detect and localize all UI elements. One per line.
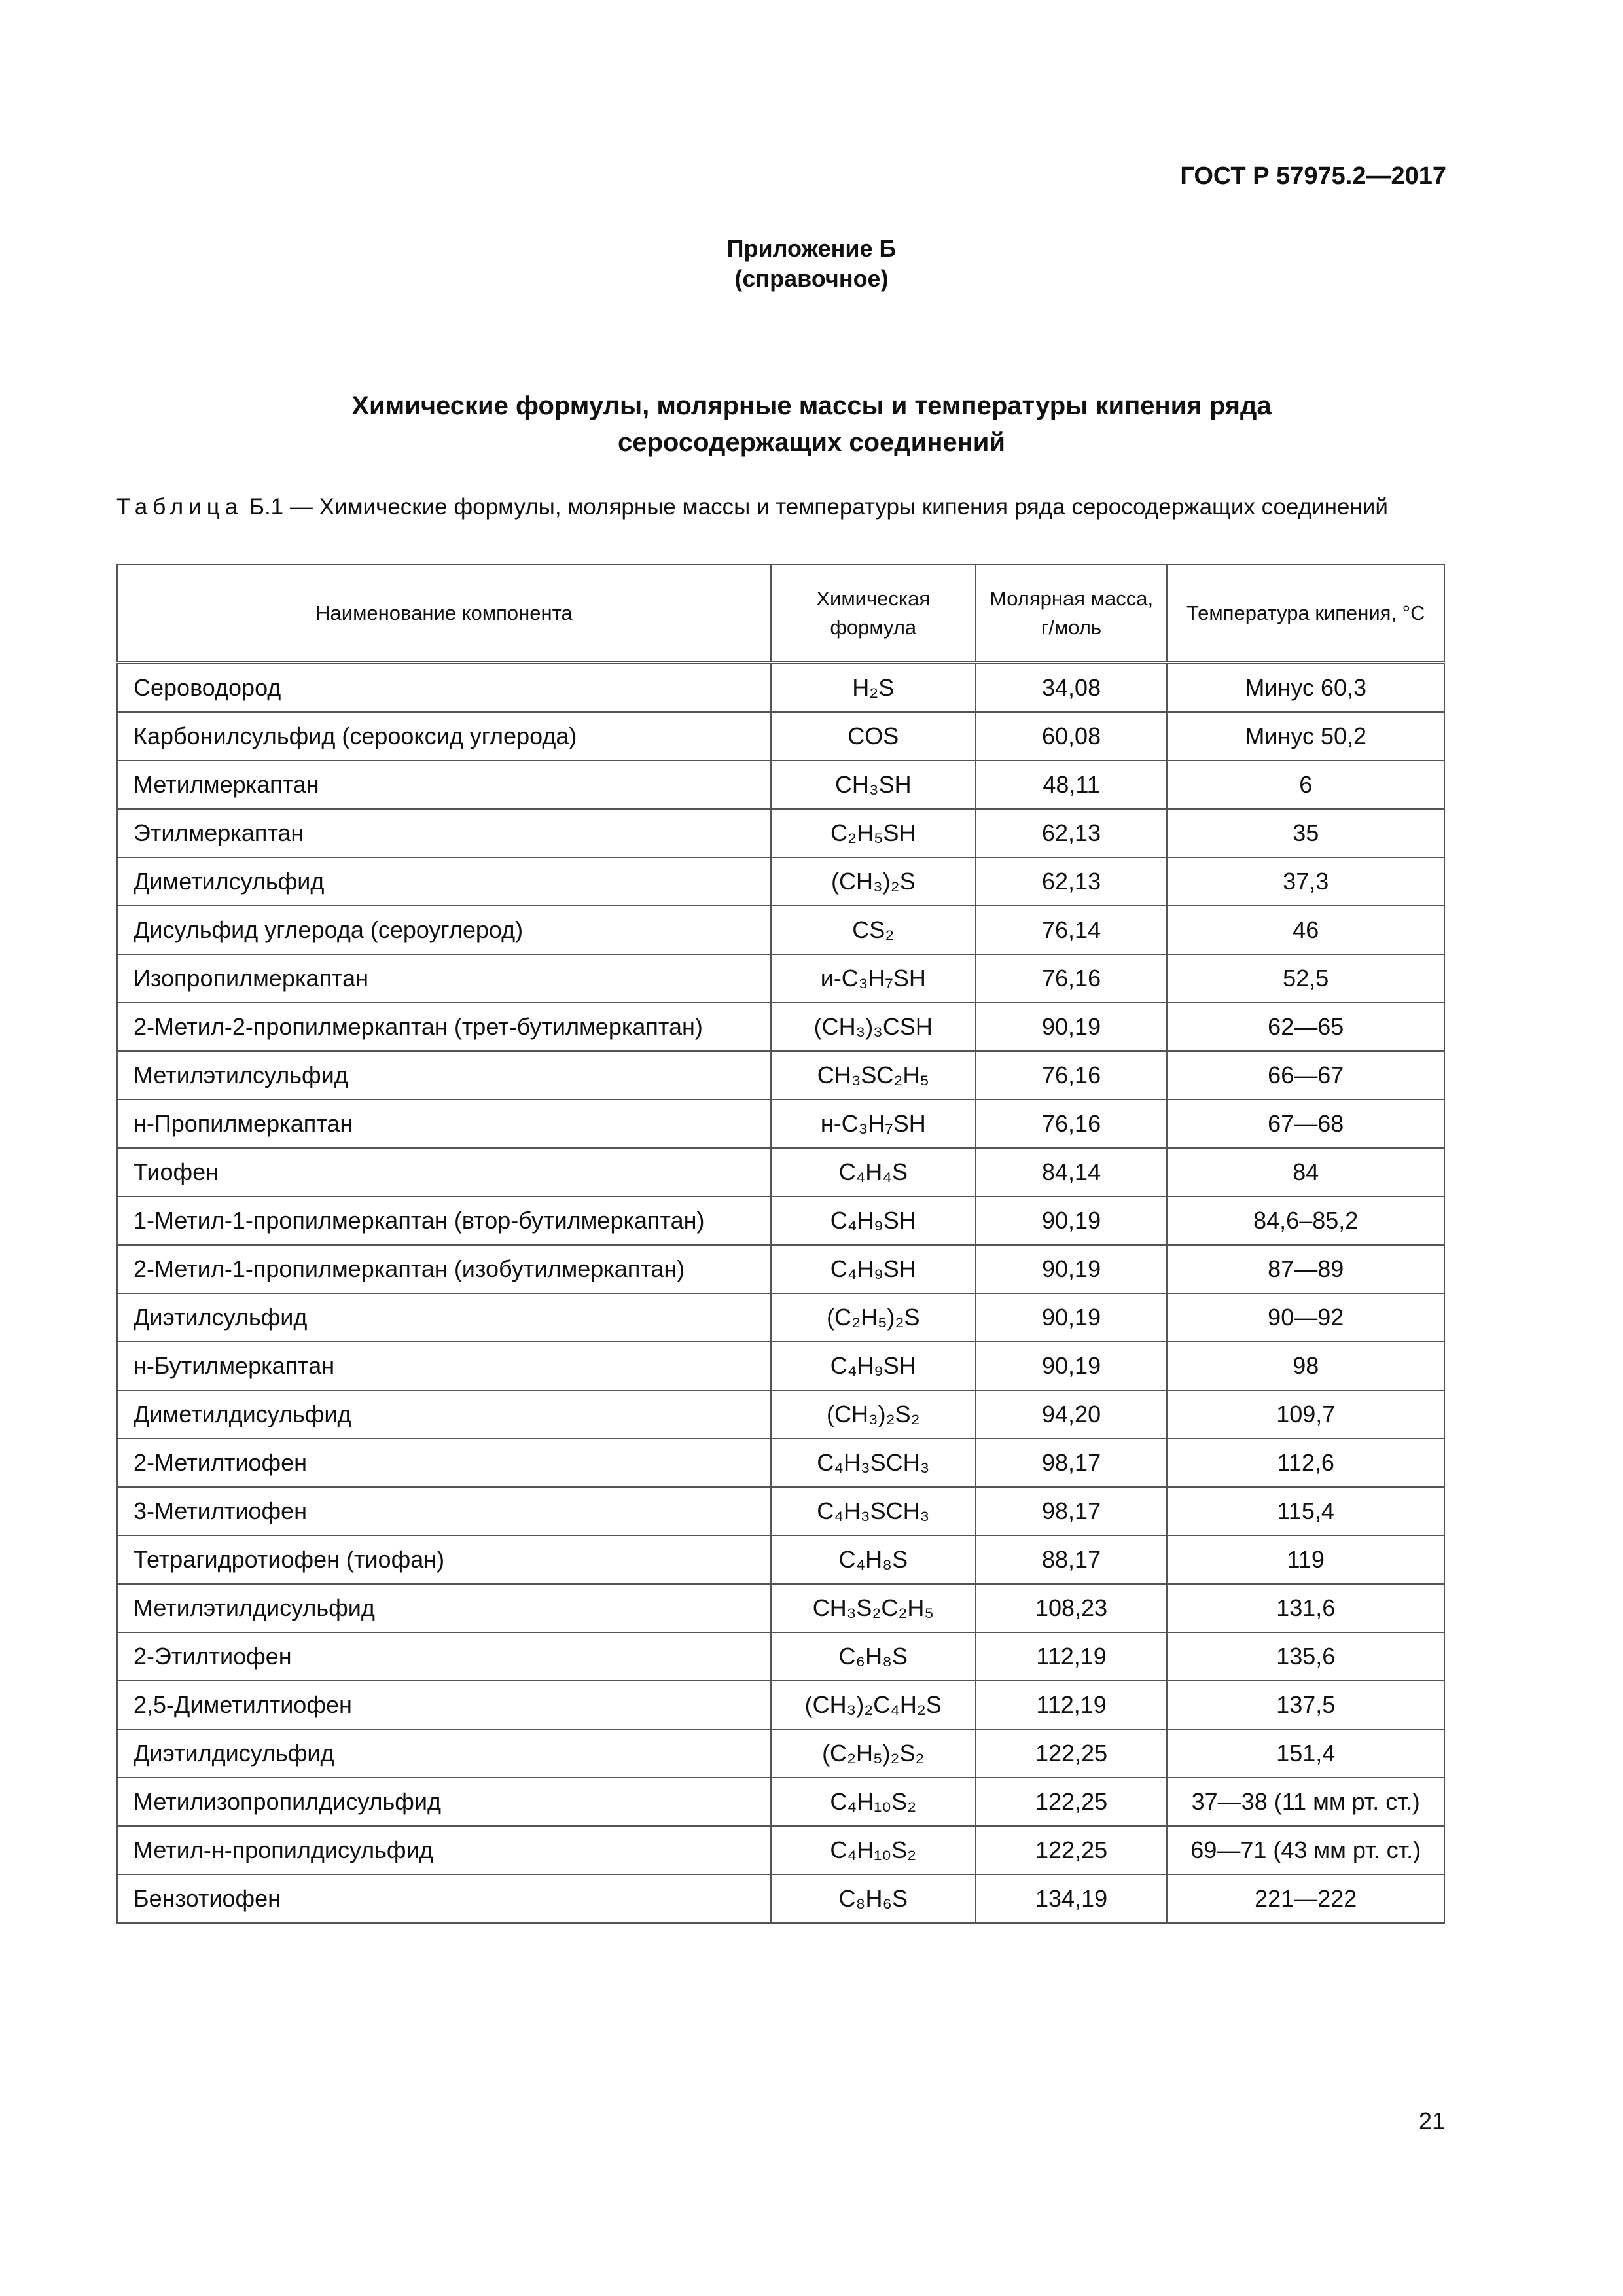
boiling-point-cell: 115,4 bbox=[1167, 1487, 1444, 1535]
formula-cell: CH₃S₂C₂H₅ bbox=[771, 1584, 976, 1632]
name-cell: Диметилсульфид bbox=[117, 857, 771, 906]
formula-cell: CH₃SC₂H₅ bbox=[771, 1051, 976, 1100]
mass-cell: 112,19 bbox=[976, 1632, 1168, 1681]
formula-cell: C₄H₉SH bbox=[771, 1342, 976, 1390]
mass-cell: 122,25 bbox=[976, 1778, 1168, 1826]
table-row bbox=[117, 1778, 1444, 1826]
boiling-point-cell: 84,6–85,2 bbox=[1167, 1196, 1444, 1245]
name-cell: Метилизопропилдисульфид bbox=[117, 1778, 771, 1826]
mass-cell: 134,19 bbox=[976, 1874, 1168, 1923]
table-caption-text: Б.1 — Химические формулы, молярные массы и температуры кипения ряда серосодержащих соединений bbox=[249, 494, 1388, 520]
mass-cell: 122,25 bbox=[976, 1826, 1168, 1874]
boiling-point-cell: 66—67 bbox=[1167, 1051, 1444, 1100]
mass-cell: 112,19 bbox=[976, 1681, 1168, 1729]
name-cell: 2-Этилтиофен bbox=[117, 1632, 771, 1681]
name-cell: Диметилдисульфид bbox=[117, 1390, 771, 1439]
table-row bbox=[117, 761, 1444, 809]
mass-cell: 76,16 bbox=[976, 1051, 1168, 1100]
table-row bbox=[117, 712, 1444, 761]
boiling-point-cell: 221—222 bbox=[1167, 1874, 1444, 1923]
header-boiling-point: Температура кипения, °С bbox=[1167, 565, 1444, 663]
name-cell: Этилмеркаптан bbox=[117, 809, 771, 857]
name-cell: Изопропилмеркаптан bbox=[117, 954, 771, 1003]
formula-cell: C₆H₈S bbox=[771, 1632, 976, 1681]
compounds-table bbox=[116, 564, 1445, 1924]
name-cell: Диэтилсульфид bbox=[117, 1293, 771, 1342]
mass-cell: 76,14 bbox=[976, 906, 1168, 954]
boiling-point-cell: 46 bbox=[1167, 906, 1444, 954]
table-row bbox=[117, 1874, 1444, 1923]
boiling-point-cell: Минус 60,3 bbox=[1167, 663, 1444, 713]
name-cell: Метилмеркаптан bbox=[117, 761, 771, 809]
name-cell: н-Бутилмеркаптан bbox=[117, 1342, 771, 1390]
mass-cell: 62,13 bbox=[976, 857, 1168, 906]
name-cell: Метилэтилдисульфид bbox=[117, 1584, 771, 1632]
page-title-line-2: серосодержащих соединений bbox=[618, 428, 1005, 457]
mass-cell: 98,17 bbox=[976, 1487, 1168, 1535]
boiling-point-cell: 69—71 (43 мм рт. ст.) bbox=[1167, 1826, 1444, 1874]
formula-cell: (CH₃)₃CSH bbox=[771, 1003, 976, 1051]
name-cell: Метил-н-пропилдисульфид bbox=[117, 1826, 771, 1874]
formula-cell: C₄H₈S bbox=[771, 1535, 976, 1584]
table-row bbox=[117, 857, 1444, 906]
name-cell: 1-Метил-1-пропилмеркаптан (втор-бутилмеркаптан) bbox=[117, 1196, 771, 1245]
mass-cell: 34,08 bbox=[976, 663, 1168, 713]
table-row bbox=[117, 1390, 1444, 1439]
formula-cell: (CH₃)₂S bbox=[771, 857, 976, 906]
name-cell: Сероводород bbox=[117, 663, 771, 713]
table-row bbox=[117, 1003, 1444, 1051]
page-title-line-1: Химические формулы, молярные массы и температуры кипения ряда bbox=[351, 391, 1272, 420]
formula-cell: C₈H₆S bbox=[771, 1874, 976, 1923]
appendix-heading bbox=[0, 234, 1623, 294]
mass-cell: 90,19 bbox=[976, 1196, 1168, 1245]
table-row bbox=[117, 1632, 1444, 1681]
name-cell: н-Пропилмеркаптан bbox=[117, 1100, 771, 1148]
table-row bbox=[117, 1535, 1444, 1584]
header-mass: Молярная масса, г/моль bbox=[976, 565, 1168, 663]
table-row bbox=[117, 1487, 1444, 1535]
page-number: 21 bbox=[1418, 2108, 1445, 2134]
boiling-point-cell: Минус 50,2 bbox=[1167, 712, 1444, 761]
formula-cell: C₂H₅SH bbox=[771, 809, 976, 857]
table-row bbox=[117, 1584, 1444, 1632]
name-cell: Карбонилсульфид (серооксид углерода) bbox=[117, 712, 771, 761]
boiling-point-cell: 90—92 bbox=[1167, 1293, 1444, 1342]
formula-cell: C₄H₃SCH₃ bbox=[771, 1487, 976, 1535]
table-row bbox=[117, 1681, 1444, 1729]
boiling-point-cell: 6 bbox=[1167, 761, 1444, 809]
mass-cell: 62,13 bbox=[976, 809, 1168, 857]
formula-cell: H₂S bbox=[771, 663, 976, 713]
table-row bbox=[117, 809, 1444, 857]
formula-cell: и-C₃H₇SH bbox=[771, 954, 976, 1003]
mass-cell: 108,23 bbox=[976, 1584, 1168, 1632]
boiling-point-cell: 151,4 bbox=[1167, 1729, 1444, 1778]
mass-cell: 98,17 bbox=[976, 1439, 1168, 1487]
mass-cell: 90,19 bbox=[976, 1342, 1168, 1390]
mass-cell: 94,20 bbox=[976, 1390, 1168, 1439]
table-row bbox=[117, 1100, 1444, 1148]
name-cell: 2-Метил-2-пропилмеркаптан (трет-бутилмеркаптан) bbox=[117, 1003, 771, 1051]
formula-cell: C₄H₁₀S₂ bbox=[771, 1778, 976, 1826]
mass-cell: 90,19 bbox=[976, 1003, 1168, 1051]
name-cell: Тетрагидротиофен (тиофан) bbox=[117, 1535, 771, 1584]
appendix-type: (справочное) bbox=[734, 265, 889, 292]
boiling-point-cell: 84 bbox=[1167, 1148, 1444, 1196]
page-title bbox=[0, 387, 1623, 461]
boiling-point-cell: 112,6 bbox=[1167, 1439, 1444, 1487]
table-row bbox=[117, 906, 1444, 954]
boiling-point-cell: 52,5 bbox=[1167, 954, 1444, 1003]
table-row bbox=[117, 1826, 1444, 1874]
boiling-point-cell: 62—65 bbox=[1167, 1003, 1444, 1051]
boiling-point-cell: 35 bbox=[1167, 809, 1444, 857]
header-name: Наименование компонента bbox=[117, 565, 771, 663]
boiling-point-cell: 87—89 bbox=[1167, 1245, 1444, 1293]
boiling-point-cell: 37,3 bbox=[1167, 857, 1444, 906]
mass-cell: 76,16 bbox=[976, 954, 1168, 1003]
table-caption-lead: Таблица bbox=[116, 494, 243, 520]
table-header-row bbox=[117, 565, 1444, 663]
formula-cell: C₄H₄S bbox=[771, 1148, 976, 1196]
table-row bbox=[117, 1196, 1444, 1245]
appendix-label: Приложение Б bbox=[726, 235, 897, 262]
boiling-point-cell: 98 bbox=[1167, 1342, 1444, 1390]
mass-cell: 90,19 bbox=[976, 1293, 1168, 1342]
name-cell: Дисульфид углерода (сероуглерод) bbox=[117, 906, 771, 954]
name-cell: Тиофен bbox=[117, 1148, 771, 1196]
mass-cell: 48,11 bbox=[976, 761, 1168, 809]
formula-cell: COS bbox=[771, 712, 976, 761]
formula-cell: C₄H₉SH bbox=[771, 1245, 976, 1293]
formula-cell: CH₃SH bbox=[771, 761, 976, 809]
formula-cell: (CH₃)₂S₂ bbox=[771, 1390, 976, 1439]
name-cell: 2-Метилтиофен bbox=[117, 1439, 771, 1487]
table-row bbox=[117, 1439, 1444, 1487]
name-cell: 3-Метилтиофен bbox=[117, 1487, 771, 1535]
table-row bbox=[117, 1148, 1444, 1196]
formula-cell: C₄H₃SCH₃ bbox=[771, 1439, 976, 1487]
formula-cell: (CH₃)₂C₄H₂S bbox=[771, 1681, 976, 1729]
mass-cell: 90,19 bbox=[976, 1245, 1168, 1293]
mass-cell: 122,25 bbox=[976, 1729, 1168, 1778]
mass-cell: 88,17 bbox=[976, 1535, 1168, 1584]
table-row bbox=[117, 1729, 1444, 1778]
formula-cell: н-C₃H₇SH bbox=[771, 1100, 976, 1148]
mass-cell: 76,16 bbox=[976, 1100, 1168, 1148]
formula-cell: (C₂H₅)₂S₂ bbox=[771, 1729, 976, 1778]
table-row bbox=[117, 1051, 1444, 1100]
name-cell: Диэтилдисульфид bbox=[117, 1729, 771, 1778]
formula-cell: (C₂H₅)₂S bbox=[771, 1293, 976, 1342]
header-formula: Химическая формула bbox=[771, 565, 976, 663]
standard-number: ГОСТ Р 57975.2—2017 bbox=[1180, 162, 1446, 190]
boiling-point-cell: 135,6 bbox=[1167, 1632, 1444, 1681]
table-row bbox=[117, 954, 1444, 1003]
name-cell: Метилэтилсульфид bbox=[117, 1051, 771, 1100]
boiling-point-cell: 67—68 bbox=[1167, 1100, 1444, 1148]
table-row bbox=[117, 663, 1444, 713]
mass-cell: 60,08 bbox=[976, 712, 1168, 761]
boiling-point-cell: 37—38 (11 мм рт. ст.) bbox=[1167, 1778, 1444, 1826]
table-row bbox=[117, 1293, 1444, 1342]
boiling-point-cell: 119 bbox=[1167, 1535, 1444, 1584]
formula-cell: C₄H₁₀S₂ bbox=[771, 1826, 976, 1874]
table-caption bbox=[116, 492, 1445, 522]
boiling-point-cell: 109,7 bbox=[1167, 1390, 1444, 1439]
boiling-point-cell: 137,5 bbox=[1167, 1681, 1444, 1729]
mass-cell: 84,14 bbox=[976, 1148, 1168, 1196]
formula-cell: C₄H₉SH bbox=[771, 1196, 976, 1245]
boiling-point-cell: 131,6 bbox=[1167, 1584, 1444, 1632]
table-row bbox=[117, 1342, 1444, 1390]
formula-cell: CS₂ bbox=[771, 906, 976, 954]
name-cell: Бензотиофен bbox=[117, 1874, 771, 1923]
name-cell: 2,5-Диметилтиофен bbox=[117, 1681, 771, 1729]
name-cell: 2-Метил-1-пропилмеркаптан (изобутилмеркаптан) bbox=[117, 1245, 771, 1293]
table-row bbox=[117, 1245, 1444, 1293]
